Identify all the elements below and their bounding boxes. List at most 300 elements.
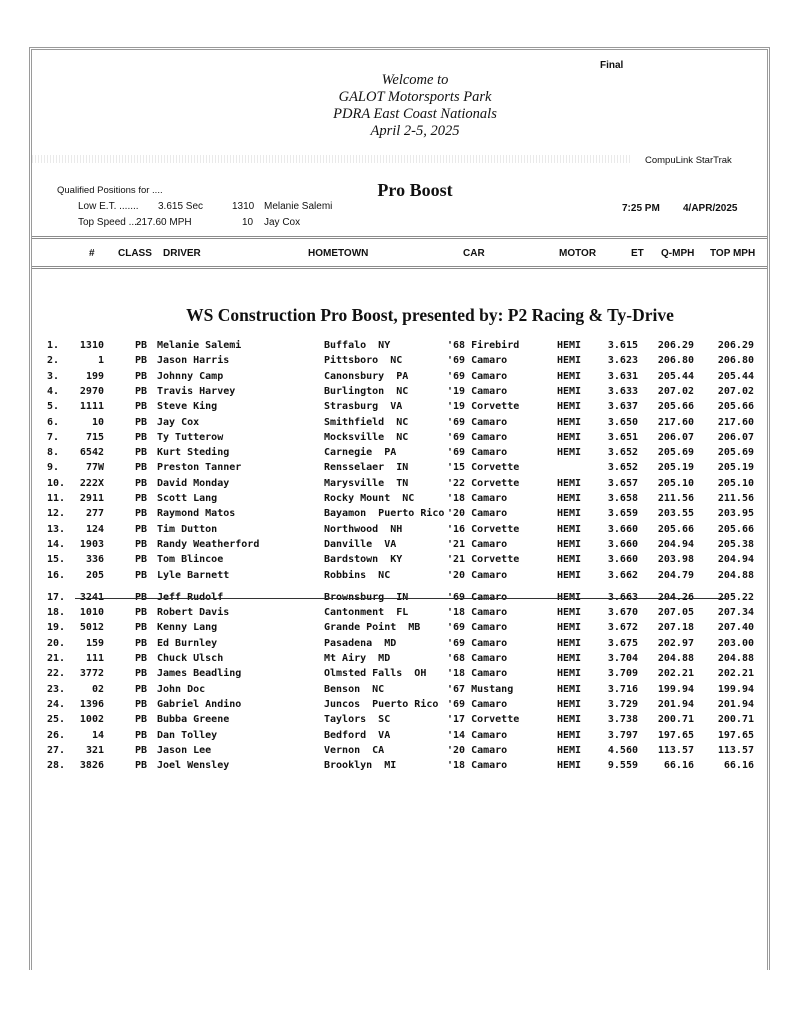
cell-et: 3.631 <box>607 370 638 382</box>
cell-car: '17 Corvette <box>447 714 520 726</box>
cell-class: PB <box>135 591 148 603</box>
cell-motor: HEMI <box>557 744 582 756</box>
cell-motor: HEMI <box>557 760 582 772</box>
table-row <box>0 447 795 462</box>
cell-driver: Preston Tanner <box>157 462 242 474</box>
cell-motor: HEMI <box>557 355 582 367</box>
cell-position: 19. <box>47 622 66 634</box>
cell-driver: John Doc <box>157 683 206 695</box>
cell-q-mph: 206.07 <box>657 431 694 443</box>
cell-driver: Melanie Salemi <box>157 340 242 351</box>
cell-q-mph: 200.71 <box>657 714 694 726</box>
cell-q-mph: 207.05 <box>657 607 694 619</box>
cell-class: PB <box>135 462 148 474</box>
cell-et: 3.650 <box>607 416 638 428</box>
cell-car-number: 277 <box>85 508 104 520</box>
class-title: Pro Boost <box>377 180 453 200</box>
cell-driver: Jay Cox <box>157 416 200 428</box>
table-row <box>0 417 795 432</box>
table-row <box>0 355 795 370</box>
cell-class: PB <box>135 622 148 634</box>
low-et-row <box>78 201 332 212</box>
top-speed-label: Top Speed ... <box>78 217 137 228</box>
cell-et: 9.559 <box>607 760 638 772</box>
cell-top-mph: 204.94 <box>717 554 754 566</box>
cell-q-mph: 205.66 <box>657 523 694 535</box>
cell-motor: HEMI <box>557 447 582 459</box>
low-et-driver: Melanie Salemi <box>264 201 333 212</box>
table-row <box>0 539 795 554</box>
cell-car-number: 159 <box>85 637 104 649</box>
cell-motor: HEMI <box>557 401 582 413</box>
cell-car-number: 1903 <box>79 538 104 550</box>
cell-q-mph: 204.79 <box>657 569 694 581</box>
cell-top-mph: 205.69 <box>717 447 754 459</box>
cell-hometown: Rocky Mount NC <box>324 493 415 504</box>
cell-q-mph: 206.80 <box>657 355 694 367</box>
cell-car-number: 111 <box>85 653 104 664</box>
cell-driver: Joel Wensley <box>157 760 230 772</box>
cell-q-mph: 217.60 <box>657 416 694 428</box>
table-row <box>0 386 795 401</box>
cell-car-number: 199 <box>85 370 104 382</box>
qualified-positions-label: Qualified Positions for .... <box>57 185 163 196</box>
cell-hometown: Taylors SC <box>324 714 391 726</box>
cell-car-number: 3826 <box>79 760 104 772</box>
header-divider <box>32 155 632 163</box>
cell-car-number: 3772 <box>79 668 104 680</box>
cell-position: 28. <box>47 760 66 772</box>
cell-hometown: Pasadena MD <box>324 637 397 649</box>
cell-motor: HEMI <box>557 714 582 726</box>
cell-motor: HEMI <box>557 431 582 443</box>
cell-hometown: Smithfield NC <box>324 416 409 428</box>
cell-top-mph: 203.95 <box>717 508 754 520</box>
cell-class: PB <box>135 493 148 504</box>
cell-q-mph: 202.97 <box>657 637 694 649</box>
cell-car: '21 Corvette <box>447 554 520 566</box>
cell-car: '19 Camaro <box>447 385 508 397</box>
cell-q-mph: 203.55 <box>657 508 694 520</box>
cell-hometown: Burlington NC <box>324 385 409 397</box>
cell-car: '67 Mustang <box>447 683 514 695</box>
cell-car-number: 205 <box>85 569 104 581</box>
cell-car: '16 Corvette <box>447 523 520 535</box>
track-name: GALOT Motorsports Park <box>338 89 492 105</box>
cell-class: PB <box>135 744 148 756</box>
col-topmph: TOP MPH <box>710 248 756 259</box>
cell-car: '18 Camaro <box>447 607 508 619</box>
table-row <box>0 401 795 416</box>
cell-hometown: Danville VA <box>324 538 397 550</box>
cell-top-mph: 204.88 <box>717 569 754 581</box>
cell-car-number: 77W <box>85 462 104 474</box>
cell-position: 22. <box>47 668 66 680</box>
cell-hometown: Mocksville NC <box>324 431 409 443</box>
cell-position: 15. <box>47 554 66 566</box>
cell-driver: Chuck Ulsch <box>157 653 224 664</box>
cell-et: 4.560 <box>607 744 638 756</box>
cell-top-mph: 201.94 <box>717 698 754 710</box>
cell-q-mph: 203.98 <box>657 554 694 566</box>
cell-et: 3.637 <box>607 401 638 413</box>
cell-et: 3.704 <box>607 653 638 664</box>
cell-motor: HEMI <box>557 607 582 619</box>
cell-top-mph: 205.10 <box>717 477 754 489</box>
table-row <box>0 607 795 622</box>
cell-driver: Tim Dutton <box>157 523 218 535</box>
cell-motor: HEMI <box>557 698 582 710</box>
cell-et: 3.633 <box>607 385 638 397</box>
cell-driver: Raymond Matos <box>157 508 236 520</box>
cell-position: 23. <box>47 683 66 695</box>
cell-class: PB <box>135 538 148 550</box>
cell-class: PB <box>135 523 148 535</box>
cell-car-number: 02 <box>91 683 104 695</box>
table-row <box>0 684 795 699</box>
cell-car: '69 Camaro <box>447 355 508 367</box>
top-speed-car-number: 10 <box>242 217 254 228</box>
cell-motor: HEMI <box>557 591 582 603</box>
system-label: CompuLink StarTrak <box>645 155 732 166</box>
cell-motor: HEMI <box>557 370 582 382</box>
cell-driver: James Beadling <box>157 668 242 680</box>
cell-hometown: Vernon CA <box>324 744 385 756</box>
cell-position: 7. <box>47 431 60 443</box>
cell-car-number: 2970 <box>79 385 104 397</box>
cell-top-mph: 205.66 <box>717 401 754 413</box>
cell-et: 3.660 <box>607 538 638 550</box>
cell-q-mph: 201.94 <box>657 698 694 710</box>
top-speed-driver: Jay Cox <box>264 217 301 228</box>
cell-class: PB <box>135 760 148 772</box>
table-row <box>0 371 795 386</box>
col-hometown: HOMETOWN <box>308 248 369 259</box>
cell-driver: Steve King <box>157 401 218 413</box>
cell-driver: Jason Harris <box>157 355 230 367</box>
cell-driver: Scott Lang <box>157 493 218 504</box>
cell-position: 25. <box>47 714 66 726</box>
cell-driver: Robert Davis <box>157 607 230 619</box>
table-row <box>0 592 795 607</box>
cell-hometown: Bardstown KY <box>324 554 403 566</box>
cell-car-number: 124 <box>85 523 104 535</box>
col-driver: DRIVER <box>163 248 201 259</box>
cell-class: PB <box>135 447 148 459</box>
cell-car: '22 Corvette <box>447 477 520 489</box>
table-row <box>0 340 795 355</box>
cell-position: 27. <box>47 744 66 756</box>
cell-car: '69 Camaro <box>447 431 508 443</box>
cell-q-mph: 202.21 <box>657 668 694 680</box>
col-number: # <box>89 248 95 259</box>
cell-et: 3.659 <box>607 508 638 520</box>
cell-hometown: Canonsbury PA <box>324 370 409 382</box>
cell-et: 3.658 <box>607 493 638 504</box>
cell-q-mph: 204.26 <box>657 591 694 603</box>
cell-car-number: 10 <box>91 416 104 428</box>
cell-hometown: Rensselaer IN <box>324 462 409 474</box>
cell-motor: HEMI <box>557 554 582 566</box>
low-et-value: 3.615 Sec <box>158 201 204 212</box>
cell-top-mph: 205.44 <box>717 370 754 382</box>
table-row <box>0 524 795 539</box>
cell-motor: HEMI <box>557 668 582 680</box>
cell-top-mph: 211.56 <box>717 493 754 504</box>
cell-hometown: Carnegie PA <box>324 447 397 459</box>
cell-car-number: 222X <box>79 477 104 489</box>
cell-position: 14. <box>47 538 66 550</box>
cell-hometown: Brownsburg IN <box>324 591 409 603</box>
cell-car-number: 1310 <box>79 340 104 351</box>
table-row <box>0 730 795 745</box>
cell-motor: HEMI <box>557 653 582 664</box>
cell-car: '69 Camaro <box>447 370 508 382</box>
cell-et: 3.663 <box>607 591 638 603</box>
col-et: ET <box>631 248 644 259</box>
cell-driver: Kurt Steding <box>157 447 230 459</box>
cell-car: '20 Camaro <box>447 508 508 520</box>
cell-position: 6. <box>47 416 60 428</box>
cell-position: 8. <box>47 447 60 459</box>
cell-q-mph: 211.56 <box>657 493 694 504</box>
cell-class: PB <box>135 683 148 695</box>
cell-car-number: 1111 <box>79 401 104 413</box>
cell-hometown: Pittsboro NC <box>324 355 403 367</box>
cell-hometown: Bedford VA <box>324 729 391 741</box>
cell-driver: Ty Tutterow <box>157 431 224 443</box>
cell-q-mph: 204.88 <box>657 653 694 664</box>
cell-top-mph: 197.65 <box>717 729 754 741</box>
cell-q-mph: 66.16 <box>663 760 694 772</box>
cell-et: 3.652 <box>607 462 638 474</box>
cell-top-mph: 205.22 <box>717 591 754 603</box>
cell-top-mph: 204.88 <box>717 653 754 664</box>
cell-top-mph: 200.71 <box>717 714 754 726</box>
cell-position: 13. <box>47 523 66 535</box>
cell-et: 3.670 <box>607 607 638 619</box>
cell-motor: HEMI <box>557 523 582 535</box>
cell-q-mph: 197.65 <box>657 729 694 741</box>
table-row <box>0 493 795 508</box>
cell-et: 3.738 <box>607 714 638 726</box>
cell-position: 24. <box>47 698 66 710</box>
cell-class: PB <box>135 569 148 581</box>
cell-position: 26. <box>47 729 66 741</box>
cell-et: 3.729 <box>607 698 638 710</box>
cell-top-mph: 205.19 <box>717 462 754 474</box>
cell-driver: Kenny Lang <box>157 622 218 634</box>
report-time: 7:25 PM <box>622 203 660 214</box>
cell-position: 16. <box>47 569 66 581</box>
cell-position: 17. <box>47 591 66 603</box>
cell-car: '18 Camaro <box>447 668 508 680</box>
table-row <box>0 570 795 585</box>
cell-q-mph: 205.19 <box>657 462 694 474</box>
cell-et: 3.660 <box>607 554 638 566</box>
cell-et: 3.797 <box>607 729 638 741</box>
cell-et: 3.675 <box>607 637 638 649</box>
cell-hometown: Northwood NH <box>324 523 403 535</box>
low-et-label: Low E.T. ....... <box>78 201 139 212</box>
cell-top-mph: 207.40 <box>717 622 754 634</box>
cell-class: PB <box>135 668 148 680</box>
cell-hometown: Robbins NC <box>324 569 391 581</box>
table-row <box>0 760 795 775</box>
cell-hometown: Buffalo NY <box>324 340 391 351</box>
cell-driver: Jason Lee <box>157 744 212 756</box>
cell-motor: HEMI <box>557 477 582 489</box>
cell-hometown: Benson NC <box>324 683 385 695</box>
cell-driver: Dan Tolley <box>157 729 218 741</box>
table-row <box>0 622 795 637</box>
cell-motor: HEMI <box>557 340 582 351</box>
cell-motor: HEMI <box>557 622 582 634</box>
cell-car: '20 Camaro <box>447 744 508 756</box>
cell-car: '15 Corvette <box>447 462 520 474</box>
cell-hometown: Bayamon Puerto Rico <box>324 508 445 520</box>
cell-driver: Travis Harvey <box>157 385 236 397</box>
cell-car-number: 3241 <box>79 591 104 603</box>
cell-hometown: Grande Point MB <box>324 622 421 634</box>
cell-driver: Tom Blincoe <box>157 554 224 566</box>
cell-driver: Gabriel Andino <box>157 698 242 710</box>
cell-et: 3.709 <box>607 668 638 680</box>
col-car: CAR <box>463 248 485 259</box>
cell-car-number: 5012 <box>79 622 104 634</box>
cell-position: 12. <box>47 508 66 520</box>
welcome-line: Welcome to <box>381 72 449 88</box>
cell-motor: HEMI <box>557 538 582 550</box>
cell-car: '20 Camaro <box>447 569 508 581</box>
cell-position: 9. <box>47 462 60 474</box>
cell-car-number: 336 <box>85 554 104 566</box>
cell-car-number: 321 <box>85 744 104 756</box>
cell-class: PB <box>135 477 148 489</box>
cell-car-number: 6542 <box>79 447 104 459</box>
cell-driver: Johnny Camp <box>157 370 224 382</box>
cell-position: 2. <box>47 355 60 367</box>
cell-car: '21 Camaro <box>447 538 508 550</box>
top-speed-value: 217.60 MPH <box>136 217 192 228</box>
cell-q-mph: 205.10 <box>657 477 694 489</box>
cell-class: PB <box>135 401 148 413</box>
cell-hometown: Olmsted Falls OH <box>324 668 427 680</box>
cell-car-number: 1002 <box>79 714 104 726</box>
cell-motor: HEMI <box>557 683 582 695</box>
cell-q-mph: 207.18 <box>657 622 694 634</box>
cell-top-mph: 202.21 <box>717 668 754 680</box>
cell-car: '69 Camaro <box>447 622 508 634</box>
cell-driver: Jeff Rudolf <box>157 591 224 603</box>
table-row <box>0 699 795 714</box>
cell-q-mph: 204.94 <box>657 538 694 550</box>
cell-car-number: 1010 <box>79 607 104 619</box>
cell-top-mph: 199.94 <box>717 683 754 695</box>
table-row <box>0 638 795 653</box>
table-row <box>0 714 795 729</box>
cell-position: 3. <box>47 370 60 382</box>
cell-hometown: Strasburg VA <box>324 401 403 413</box>
cell-et: 3.623 <box>607 355 638 367</box>
cell-class: PB <box>135 607 148 619</box>
cell-hometown: Mt Airy MD <box>324 653 391 664</box>
table-row <box>0 554 795 569</box>
table-row <box>0 462 795 477</box>
cell-et: 3.672 <box>607 622 638 634</box>
cell-hometown: Marysville TN <box>324 477 409 489</box>
cell-top-mph: 206.07 <box>717 431 754 443</box>
cell-et: 3.657 <box>607 477 638 489</box>
cell-car: '68 Camaro <box>447 653 508 664</box>
cell-et: 3.652 <box>607 447 638 459</box>
report-date: 4/APR/2025 <box>683 203 738 214</box>
cell-hometown: Cantonment FL <box>324 607 409 619</box>
cell-position: 1. <box>47 340 60 351</box>
cell-top-mph: 217.60 <box>717 416 754 428</box>
cell-position: 21. <box>47 653 66 664</box>
cell-top-mph: 113.57 <box>717 744 754 756</box>
cell-class: PB <box>135 340 148 351</box>
cell-motor: HEMI <box>557 637 582 649</box>
cell-class: PB <box>135 370 148 382</box>
cell-class: PB <box>135 714 148 726</box>
cell-class: PB <box>135 698 148 710</box>
cell-position: 10. <box>47 477 66 489</box>
cell-car: '69 Camaro <box>447 591 508 603</box>
low-et-car-number: 1310 <box>232 201 255 212</box>
cell-position: 5. <box>47 401 60 413</box>
cell-motor: HEMI <box>557 493 582 504</box>
cell-top-mph: 205.38 <box>717 538 754 550</box>
cell-position: 18. <box>47 607 66 619</box>
cell-car: '69 Camaro <box>447 698 508 710</box>
cell-class: PB <box>135 637 148 649</box>
cell-motor: HEMI <box>557 385 582 397</box>
cell-position: 20. <box>47 637 66 649</box>
cell-q-mph: 113.57 <box>657 744 694 756</box>
cell-class: PB <box>135 385 148 397</box>
cell-q-mph: 205.66 <box>657 401 694 413</box>
cell-position: 11. <box>47 493 66 504</box>
table-row <box>0 508 795 523</box>
col-motor: MOTOR <box>559 248 597 259</box>
cell-car-number: 715 <box>85 431 104 443</box>
status-label: Final <box>600 60 624 71</box>
cell-driver: Ed Burnley <box>157 637 218 649</box>
cell-hometown: Brooklyn MI <box>324 760 397 772</box>
cell-top-mph: 206.29 <box>717 340 754 351</box>
cell-car-number: 14 <box>91 729 104 741</box>
cell-motor: HEMI <box>557 569 582 581</box>
cell-class: PB <box>135 508 148 520</box>
cell-hometown: Juncos Puerto Rico <box>324 698 439 710</box>
cell-motor: HEMI <box>557 729 582 741</box>
row-separator <box>75 598 727 599</box>
cell-et: 3.615 <box>607 340 638 351</box>
table-row <box>0 668 795 683</box>
cell-class: PB <box>135 431 148 443</box>
cell-position: 4. <box>47 385 60 397</box>
cell-top-mph: 207.02 <box>717 385 754 397</box>
cell-class: PB <box>135 355 148 367</box>
cell-car-number: 1396 <box>79 698 104 710</box>
table-row <box>0 745 795 760</box>
event-welcome-block <box>290 72 540 140</box>
cell-car: '18 Camaro <box>447 760 508 772</box>
event-dates: April 2-5, 2025 <box>370 123 460 139</box>
top-speed-row <box>78 217 300 228</box>
